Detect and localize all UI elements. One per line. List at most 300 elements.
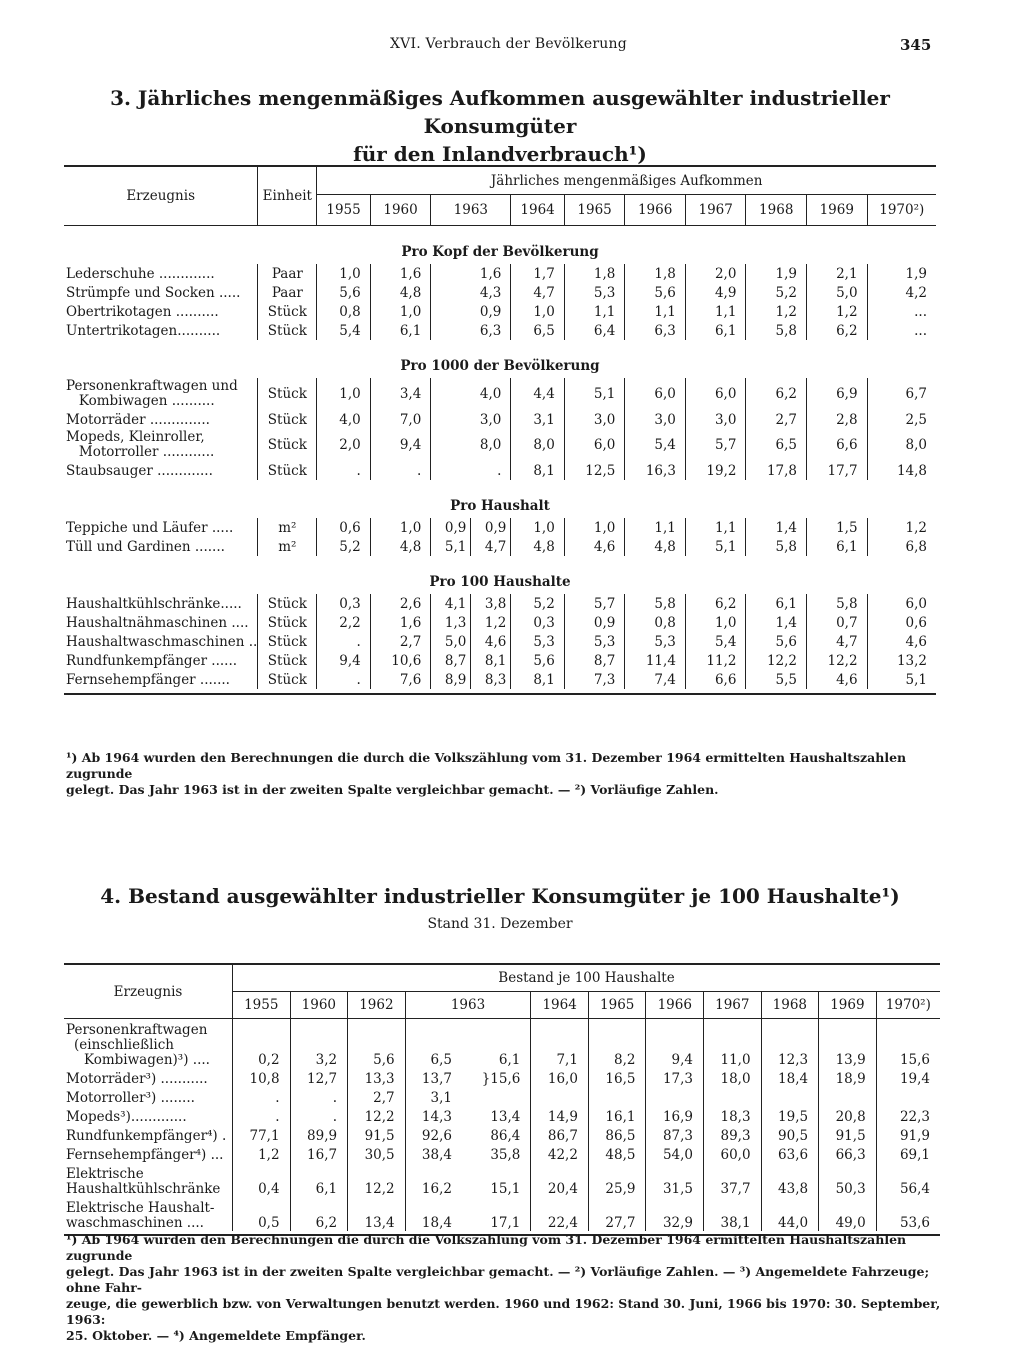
value-cell: 5,3 [564, 283, 625, 302]
value-cell: 13,2 [867, 651, 936, 670]
value-cell: 18,3 [704, 1106, 762, 1125]
value-cell: 1,4 [746, 518, 807, 537]
value-cell: 6,0 [867, 594, 936, 613]
value-cell: 5,3 [564, 632, 625, 651]
value-cell: 6,5 [405, 1019, 462, 1068]
value-cell: 7,6 [370, 670, 431, 689]
unit-cell: Paar [258, 283, 317, 302]
value-cell: 27,7 [588, 1197, 646, 1231]
value-cell: 6,2 [290, 1197, 348, 1231]
value-cell: 5,7 [685, 429, 746, 461]
value-cell: 3,4 [370, 378, 431, 410]
value-cell [462, 1087, 531, 1106]
value-cell: 3,0 [431, 410, 511, 429]
value-cell: 38,1 [704, 1197, 762, 1231]
value-cell: 4,8 [370, 283, 431, 302]
year-header: 1967 [685, 195, 746, 226]
footnote-line: gelegt. Das Jahr 1963 ist in der zweiten Spalte vergleichbar gemacht. — ²) Vorläufige Zahlen. — ³) Angemeldete Fahrzeuge; ohne Fahr- [66, 1264, 930, 1295]
table-row [64, 461, 936, 480]
value-cell: 91,9 [876, 1125, 940, 1144]
value-cell [531, 1087, 589, 1106]
year-header: 1969 [807, 195, 868, 226]
product-name: Haushaltkühlschränke..... [64, 594, 258, 613]
value-cell: 1,3 [431, 613, 471, 632]
value-cell: 1,2 [471, 613, 511, 632]
value-cell: 14,9 [531, 1106, 589, 1125]
table-row [64, 670, 936, 689]
unit-cell: Paar [258, 264, 317, 283]
table1-footnote [66, 750, 946, 798]
value-cell: 49,0 [819, 1197, 877, 1231]
value-cell: 12,7 [290, 1068, 348, 1087]
table-row [64, 1125, 940, 1144]
value-cell: 15,6 [876, 1019, 940, 1068]
value-cell: 4,1 [431, 594, 471, 613]
value-cell: 1,0 [370, 302, 431, 321]
value-cell: 0,3 [511, 613, 564, 632]
value-cell: 0,3 [317, 594, 370, 613]
value-cell: 69,1 [876, 1144, 940, 1163]
year-header: 1968 [761, 992, 819, 1019]
value-cell: 2,6 [370, 594, 431, 613]
value-cell: 22,4 [531, 1197, 589, 1231]
year-header: 1955 [233, 992, 291, 1019]
section-header-row [64, 226, 936, 265]
value-cell: 1,1 [685, 518, 746, 537]
year-header: 1963 [405, 992, 531, 1019]
value-cell: 8,9 [431, 670, 471, 689]
value-cell: 1,7 [511, 264, 564, 283]
table1 [64, 165, 936, 695]
value-cell: 0,9 [564, 613, 625, 632]
value-cell: 12,2 [807, 651, 868, 670]
value-cell: 86,5 [588, 1125, 646, 1144]
value-cell: 6,0 [685, 378, 746, 410]
section-title: Pro 100 Haushalte [429, 574, 571, 590]
product-name [64, 1106, 233, 1125]
value-cell: 44,0 [761, 1197, 819, 1231]
value-cell: ... [867, 321, 936, 340]
table2-title: 4. Bestand ausgewählter industrieller Konsumgüter je 100 Haushalte¹) [100, 884, 900, 908]
value-cell: 3,1 [405, 1087, 462, 1106]
value-cell: 8,3 [471, 670, 511, 689]
value-cell: . [290, 1106, 348, 1125]
value-cell: 1,0 [685, 613, 746, 632]
value-cell: 6,9 [807, 378, 868, 410]
value-cell: 4,6 [564, 537, 625, 556]
value-cell: 5,1 [564, 378, 625, 410]
value-cell: 4,7 [807, 632, 868, 651]
value-cell: 1,0 [564, 518, 625, 537]
value-cell: 13,4 [348, 1197, 406, 1231]
footnote-line: gelegt. Das Jahr 1963 ist in der zweiten Spalte vergleichbar gemacht. — ²) Vorläufige Zahlen. [66, 782, 719, 797]
product-name [64, 429, 258, 461]
year-header: 1970²) [867, 195, 936, 226]
value-cell: 5,1 [685, 537, 746, 556]
value-cell: . [233, 1087, 291, 1106]
table-row [64, 632, 936, 651]
value-cell: 7,1 [531, 1019, 589, 1068]
value-cell: 92,6 [405, 1125, 462, 1144]
value-cell: 5,2 [511, 594, 564, 613]
value-cell: 0,6 [317, 518, 370, 537]
value-cell: 4,7 [471, 537, 511, 556]
value-cell: 16,2 [405, 1163, 462, 1197]
value-cell: 2,5 [867, 410, 936, 429]
value-cell: 5,8 [746, 321, 807, 340]
unit-cell: Stück [258, 302, 317, 321]
value-cell: 91,5 [348, 1125, 406, 1144]
value-cell: 8,1 [471, 651, 511, 670]
footnote-line: 25. Oktober. — ⁴) Angemeldete Empfänger. [66, 1328, 366, 1343]
product-name: Haushaltwaschmaschinen .. [66, 633, 258, 650]
table-row [64, 321, 936, 340]
value-cell [819, 1087, 877, 1106]
value-cell: 3,0 [564, 410, 625, 429]
product-name: Tüll und Gardinen ....... [64, 537, 258, 556]
value-cell: 1,2 [867, 518, 936, 537]
value-cell: 13,7 [405, 1068, 462, 1087]
unit-cell: Stück [258, 410, 317, 429]
section-title: Pro 1000 der Bevölkerung [400, 358, 600, 374]
value-cell: 18,0 [704, 1068, 762, 1087]
value-cell: 5,3 [625, 632, 686, 651]
value-cell: 5,0 [807, 283, 868, 302]
value-cell: 5,6 [348, 1019, 406, 1068]
value-cell: 1,9 [867, 264, 936, 283]
value-cell: 2,2 [317, 613, 370, 632]
value-cell: 6,1 [498, 1051, 521, 1068]
value-cell: 1,9 [746, 264, 807, 283]
product-name: Staubsauger ............. [64, 461, 258, 480]
unit-cell: Stück [258, 651, 317, 670]
value-cell: . [431, 461, 511, 480]
value-cell: 86,7 [531, 1125, 589, 1144]
value-cell: 4,6 [867, 632, 936, 651]
value-cell: 91,5 [819, 1125, 877, 1144]
col-group: Jährliches mengenmäßiges Aufkommen [317, 166, 936, 195]
value-cell: 17,3 [646, 1068, 704, 1087]
value-cell: 20,8 [819, 1106, 877, 1125]
value-cell: 9,4 [370, 429, 431, 461]
value-cell: 5,8 [746, 537, 807, 556]
product-name [64, 1163, 233, 1197]
table-end-cell [64, 689, 936, 694]
value-cell [588, 1087, 646, 1106]
col-group: Bestand je 100 Haushalte [233, 964, 941, 992]
value-cell: 6,5 [511, 321, 564, 340]
product-name-line: Rundfunkempfänger⁴) . [66, 1127, 227, 1144]
value-cell: 0,8 [625, 613, 686, 632]
value-cell: 6,0 [625, 378, 686, 410]
value-cell: 90,5 [761, 1125, 819, 1144]
value-cell: 5,4 [625, 429, 686, 461]
value-cell: 1,8 [625, 264, 686, 283]
year-header: 1963 [431, 195, 511, 226]
value-cell: 5,6 [625, 283, 686, 302]
value-cell: 6,2 [746, 378, 807, 410]
value-cell: 87,3 [646, 1125, 704, 1144]
value-cell: . [317, 632, 370, 651]
value-cell: 42,2 [531, 1144, 589, 1163]
product-name-line: Motorroller ............ [66, 444, 215, 460]
value-cell: 1,0 [511, 518, 564, 537]
value-cell: 43,8 [761, 1163, 819, 1197]
value-cell: . [370, 461, 431, 480]
value-cell: 11,0 [704, 1019, 762, 1068]
value-cell: 50,3 [819, 1163, 877, 1197]
value-cell: 9,4 [646, 1019, 704, 1068]
value-cell: 3,0 [685, 410, 746, 429]
value-cell: 1,5 [807, 518, 868, 537]
unit-cell: Stück [258, 461, 317, 480]
product-name-line: Elektrische Haushalt- [66, 1199, 215, 1216]
value-cell: 6,1 [807, 537, 868, 556]
table-row [64, 537, 936, 556]
year-header: 1965 [564, 195, 625, 226]
product-name: Fernsehempfänger ....... [64, 670, 258, 689]
value-cell: 11,4 [625, 651, 686, 670]
product-name-line: Motorräder³) ........... [66, 1070, 208, 1087]
value-cell: 2,7 [370, 632, 431, 651]
value-cell: 4,0 [317, 410, 370, 429]
unit-cell: Stück [258, 594, 317, 613]
value-cell: 6,6 [807, 429, 868, 461]
table-row [64, 378, 936, 410]
year-header: 1967 [704, 992, 762, 1019]
unit-cell: Stück [258, 429, 317, 461]
value-cell: 4,7 [511, 283, 564, 302]
value-cell: 77,1 [233, 1125, 291, 1144]
unit-cell: Stück [258, 670, 317, 689]
table1-body [64, 226, 936, 695]
product-name: Untertrikotagen.......... [64, 321, 258, 340]
value-cell: 2,8 [807, 410, 868, 429]
value-cell: 1,6 [370, 264, 431, 283]
table-row [64, 1163, 940, 1197]
year-header: 1969 [819, 992, 877, 1019]
value-cell: 16,9 [646, 1106, 704, 1125]
value-cell: 8,7 [431, 651, 471, 670]
product-name [64, 1144, 233, 1163]
value-cell: 6,1 [746, 594, 807, 613]
product-name-line: Motorroller³) ........ [66, 1089, 195, 1106]
value-cell: 0,6 [867, 613, 936, 632]
value-cell: 2,1 [807, 264, 868, 283]
product-name: Lederschuhe ............. [64, 264, 258, 283]
product-name-line: Personenkraftwagen [66, 1021, 208, 1038]
section-header-row [64, 340, 936, 378]
value-cell: 4,8 [625, 537, 686, 556]
table-row [64, 651, 936, 670]
value-cell: 12,2 [348, 1106, 406, 1125]
value-cell: 11,2 [685, 651, 746, 670]
value-cell: 8,0 [867, 429, 936, 461]
value-cell: 1,1 [564, 302, 625, 321]
value-cell: . [233, 1106, 291, 1125]
value-cell: 12,5 [564, 461, 625, 480]
value-cell: . [317, 461, 370, 480]
value-cell: 0,2 [233, 1019, 291, 1068]
product-name-line: Mopeds³)............. [66, 1108, 187, 1125]
value-cell: 4,2 [867, 283, 936, 302]
value-cell: 13,4 [490, 1108, 521, 1125]
value-cell: 10,6 [370, 651, 431, 670]
value-cell: 6,1 [685, 321, 746, 340]
table-end-row [64, 689, 936, 694]
value-cell: 0,7 [807, 613, 868, 632]
value-cell: 35,8 [490, 1146, 521, 1163]
value-cell: 4,4 [511, 378, 564, 410]
value-cell: 14,3 [405, 1106, 462, 1125]
value-cell: 0,8 [317, 302, 370, 321]
value-cell: 0,9 [431, 518, 471, 537]
table1-title-line1: 3. Jährliches mengenmäßiges Aufkommen ausgewählter industrieller Konsumgüter [110, 86, 890, 138]
value-cell: 6,2 [807, 321, 868, 340]
year-header: 1968 [746, 195, 807, 226]
value-cell: 8,1 [511, 670, 564, 689]
value-cell: 5,2 [317, 537, 370, 556]
value-cell: 5,8 [625, 594, 686, 613]
value-cell: 8,2 [588, 1019, 646, 1068]
value-cell: 6,0 [564, 429, 625, 461]
value-cell: 2,0 [685, 264, 746, 283]
table-row [64, 283, 936, 302]
year-header: 1966 [646, 992, 704, 1019]
value-cell: 3,8 [471, 594, 511, 613]
value-cell: 8,0 [511, 429, 564, 461]
value-cell: 6,1 [290, 1163, 348, 1197]
product-name: Teppiche und Läufer ..... [64, 518, 258, 537]
value-cell: 6,2 [685, 594, 746, 613]
section-title: Pro Haushalt [450, 498, 550, 514]
value-cell: 16,5 [588, 1068, 646, 1087]
year-header: 1964 [531, 992, 589, 1019]
product-name-line: Fernsehempfänger⁴) ... [66, 1146, 224, 1163]
value-cell: 16,0 [531, 1068, 589, 1087]
value-cell: 86,4 [490, 1127, 521, 1144]
value-cell: 18,9 [819, 1068, 877, 1087]
chapter-header: XVI. Verbrauch der Bevölkerung [390, 36, 627, 52]
col-product: Erzeugnis [64, 166, 258, 226]
value-cell: 1,0 [317, 378, 370, 410]
value-cell: 12,2 [746, 651, 807, 670]
table2-footnote [66, 1232, 946, 1344]
table-row [64, 1019, 940, 1068]
value-cell: 6,1 [370, 321, 431, 340]
product-name: Haushaltnähmaschinen .... [64, 613, 258, 632]
value-cell: 0,4 [233, 1163, 291, 1197]
value-cell: 6,5 [746, 429, 807, 461]
value-cell: 6,6 [685, 670, 746, 689]
value-cell: 4,6 [471, 632, 511, 651]
value-cell: 1,2 [233, 1144, 291, 1163]
value-cell: 1,6 [431, 264, 511, 283]
value-cell: 5,1 [431, 537, 471, 556]
value-cell: 6,7 [867, 378, 936, 410]
value-cell: 6,3 [625, 321, 686, 340]
value-cell: 12,2 [348, 1163, 406, 1197]
value-cell: 89,9 [290, 1125, 348, 1144]
value-cell: 18,4 [405, 1197, 462, 1231]
product-name [64, 1125, 233, 1144]
value-cell: 17,1 [490, 1214, 521, 1231]
table-row [64, 264, 936, 283]
value-cell: 22,3 [876, 1106, 940, 1125]
table1-title [60, 84, 940, 168]
value-cell: 66,3 [819, 1144, 877, 1163]
value-cell: 5,0 [431, 632, 471, 651]
product-name [64, 1087, 233, 1106]
value-cell: 17,7 [807, 461, 868, 480]
value-cell: 60,0 [704, 1144, 762, 1163]
value-cell: 19,4 [876, 1068, 940, 1087]
value-cell: 5,2 [746, 283, 807, 302]
value-cell: 12,3 [761, 1019, 819, 1068]
value-cell: 6,8 [867, 537, 936, 556]
value-cell: 4,8 [511, 537, 564, 556]
table-row [64, 302, 936, 321]
value-cell: 8,1 [511, 461, 564, 480]
value-cell: 19,5 [761, 1106, 819, 1125]
table-row [64, 1087, 940, 1106]
product-name-line: Personenkraftwagen und [66, 378, 238, 394]
value-cell: 5,4 [685, 632, 746, 651]
value-cell: 1,4 [746, 613, 807, 632]
page-number: 345 [900, 36, 932, 54]
value-cell: ... [867, 302, 936, 321]
unit-cell: m² [258, 537, 317, 556]
value-cell: 30,5 [348, 1144, 406, 1163]
unit-cell: m² [258, 518, 317, 537]
footnote-line: ¹) Ab 1964 wurden den Berechnungen die durch die Volkszählung vom 31. Dezember 1964 ermittelten Haushaltszahlen zugrunde [66, 1232, 907, 1263]
table-row [64, 429, 936, 461]
product-name: Rundfunkempfänger ...... [64, 651, 258, 670]
value-cell: 1,2 [807, 302, 868, 321]
table-row [64, 613, 936, 632]
value-cell: 16,7 [290, 1144, 348, 1163]
value-cell: 5,6 [317, 283, 370, 302]
value-cell: 1,1 [685, 302, 746, 321]
value-cell: 8,7 [564, 651, 625, 670]
col-unit: Einheit [258, 166, 317, 226]
year-header: 1964 [511, 195, 564, 226]
value-cell: . [290, 1087, 348, 1106]
value-cell: 16,1 [588, 1106, 646, 1125]
value-cell: 5,8 [807, 594, 868, 613]
value-cell: 32,9 [646, 1197, 704, 1231]
value-cell: 8,0 [431, 429, 511, 461]
product-name-line: waschmaschinen .... [66, 1214, 204, 1231]
value-cell: 3,0 [625, 410, 686, 429]
year-header: 1960 [290, 992, 348, 1019]
value-cell [704, 1087, 762, 1106]
table2-subtitle: Stand 31. Dezember [427, 916, 573, 932]
value-cell: 6,3 [431, 321, 511, 340]
value-cell: 53,6 [876, 1197, 940, 1231]
value-cell: 15,1 [490, 1180, 521, 1197]
year-header: 1955 [317, 195, 370, 226]
product-name [64, 1068, 233, 1087]
table-row [64, 1068, 940, 1087]
value-cell: 4,6 [807, 670, 868, 689]
year-header: 1965 [588, 992, 646, 1019]
value-cell: 9,4 [317, 651, 370, 670]
table-row [64, 410, 936, 429]
value-cell: 1,0 [370, 518, 431, 537]
value-cell [876, 1087, 940, 1106]
value-cell: 1,8 [564, 264, 625, 283]
